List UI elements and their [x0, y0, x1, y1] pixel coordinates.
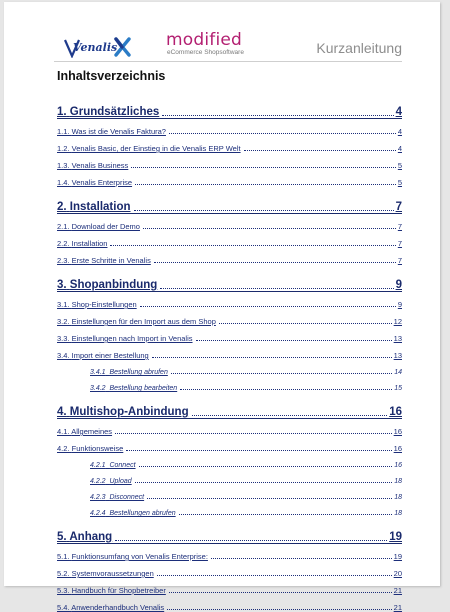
toc-entry-number: 4.2.4 [90, 510, 106, 517]
toc-section-entry[interactable] [57, 521, 402, 544]
toc-entry-title[interactable] [57, 256, 151, 265]
toc-section-label: Shopanbindung [69, 279, 158, 291]
toc-entry-title[interactable] [57, 317, 216, 326]
toc-page-number[interactable]: 12 [393, 317, 402, 326]
toc-section-label: Multishop-Anbindung [69, 406, 189, 418]
toc-entry-label: Handbuch für Shopbetreiber [71, 586, 166, 595]
toc-section-entry[interactable] [57, 96, 402, 119]
toc-entry-label: Allgemeines [71, 427, 113, 436]
toc-entry-label: Shop-Einstellungen [71, 300, 137, 309]
toc-dot-leader [160, 288, 393, 289]
toc-entry-title[interactable] [90, 510, 176, 517]
toc-dot-leader [196, 340, 392, 341]
modified-logo [166, 32, 244, 57]
toc-entry[interactable] [57, 119, 402, 136]
toc-dot-leader [179, 514, 393, 515]
toc-section-title[interactable] [57, 201, 131, 213]
toc-entry-number: 3.3. [57, 334, 70, 343]
toc-entry-label: Funktionsweise [71, 444, 124, 453]
toc-entry-label: Import einer Bestellung [71, 351, 149, 360]
toc-entry[interactable] [57, 360, 402, 376]
header-divider [54, 61, 402, 62]
toc-entry-number: 5.3. [57, 586, 70, 595]
toc-section-title[interactable] [57, 106, 159, 118]
toc-entry[interactable] [57, 485, 402, 501]
toc-section-title[interactable] [57, 279, 157, 291]
document-page [4, 2, 440, 612]
toc-page-number[interactable]: 20 [393, 569, 402, 578]
toc-page-number[interactable]: 5 [397, 178, 402, 187]
toc-entry[interactable] [57, 561, 402, 578]
toc-section-number: 1. [57, 106, 67, 118]
toc-entry-title[interactable] [57, 569, 154, 578]
toc-entry-number: 4.1. [57, 427, 70, 436]
toc-entry-number: 4.2. [57, 444, 70, 453]
toc-page-number[interactable]: 19 [393, 552, 402, 561]
toc-entry-title[interactable] [57, 427, 112, 436]
toc-entry-title[interactable] [57, 239, 107, 248]
toc-dot-leader [134, 210, 394, 211]
toc-entry-title[interactable] [90, 385, 177, 392]
toc-page-number[interactable]: 4 [395, 106, 402, 118]
toc-page-number[interactable]: 4 [397, 144, 402, 153]
toc-entry[interactable] [57, 231, 402, 248]
toc-dot-leader [167, 609, 391, 610]
toc-entry[interactable] [57, 136, 402, 153]
toc-section-number: 5. [57, 531, 67, 543]
toc-page-number[interactable]: 16 [394, 462, 402, 469]
toc-entry-number: 2.2. [57, 239, 70, 248]
toc-dot-leader [180, 389, 392, 390]
toc-dot-leader [157, 575, 392, 576]
toc-entry-number: 3.4.2 [90, 385, 106, 392]
toc-entry-number: 3.1. [57, 300, 70, 309]
venalis-x-logo [63, 36, 133, 58]
toc-entry[interactable] [57, 214, 402, 231]
toc-page-number[interactable]: 5 [397, 161, 402, 170]
toc-entry-label: Venalis Enterprise [71, 178, 133, 187]
document-type-label: Kurzanleitung [316, 40, 402, 56]
toc-dot-leader [147, 498, 392, 499]
toc-entry[interactable] [57, 153, 402, 170]
toc-dot-leader [169, 592, 392, 593]
toc-entry-title[interactable] [90, 462, 136, 469]
toc-entry[interactable] [57, 376, 402, 392]
toc-entry-number: 1.2. [57, 144, 70, 153]
toc-section-number: 3. [57, 279, 67, 291]
toc-dot-leader [140, 306, 396, 307]
toc-entry-label: Download der Demo [71, 222, 140, 231]
toc-entry[interactable] [57, 595, 402, 612]
toc-section-title[interactable] [57, 406, 189, 418]
toc-entry[interactable] [57, 326, 402, 343]
toc-entry-label: Einstellungen nach Import in Venalis [71, 334, 193, 343]
toc-page-number[interactable]: 16 [393, 427, 402, 436]
toc-page-number[interactable]: 7 [395, 201, 402, 213]
toc-entry-number: 2.3. [57, 256, 70, 265]
toc-entry-number: 1.4. [57, 178, 70, 187]
toc-entry[interactable] [57, 578, 402, 595]
venalis-wordmark: Venalis [73, 41, 118, 54]
toc-entry[interactable] [57, 436, 402, 453]
toc-dot-leader [162, 115, 393, 116]
toc-entry-number: 5.1. [57, 552, 70, 561]
toc-page-number[interactable]: 4 [397, 127, 402, 136]
toc-entry-title[interactable] [57, 161, 128, 170]
toc-dot-leader [244, 150, 396, 151]
page-header [4, 2, 440, 60]
toc-entry-label: Bestellungen abrufen [109, 510, 176, 517]
toc-entry-label: Venalis Business [71, 161, 129, 170]
toc-entry-title[interactable] [90, 494, 144, 501]
toc-dot-leader [131, 167, 396, 168]
toc-section-entry[interactable] [57, 269, 402, 292]
toc-entry-label: Connect [109, 462, 136, 469]
toc-entry-title[interactable] [57, 300, 137, 309]
toc-entry-title[interactable] [57, 444, 123, 453]
table-of-contents [57, 96, 402, 612]
toc-dot-leader [171, 373, 392, 374]
toc-page-number[interactable]: 18 [394, 494, 402, 501]
toc-page-number[interactable]: 21 [393, 603, 402, 612]
toc-entry-number: 1.3. [57, 161, 70, 170]
toc-entry[interactable] [57, 469, 402, 485]
toc-dot-leader [219, 323, 392, 324]
toc-entry-label: Installation [71, 239, 108, 248]
toc-dot-leader [211, 558, 392, 559]
toc-entry-title[interactable] [57, 222, 140, 231]
toc-dot-leader [192, 415, 388, 416]
toc-page-number[interactable]: 7 [397, 239, 402, 248]
toc-entry-number: 4.2.1 [90, 462, 106, 469]
toc-section-label: Anhang [69, 531, 113, 543]
toc-page-number[interactable]: 21 [393, 586, 402, 595]
toc-entry[interactable] [57, 170, 402, 187]
toc-entry-title[interactable] [57, 586, 166, 595]
toc-page-number[interactable]: 14 [394, 369, 402, 376]
toc-entry[interactable] [57, 309, 402, 326]
toc-entry-number: 3.2. [57, 317, 70, 326]
toc-page-number[interactable]: 16 [393, 444, 402, 453]
modified-tagline: eCommerce Shopsoftware [167, 49, 244, 56]
toc-dot-leader [152, 357, 392, 358]
toc-page-number[interactable]: 13 [393, 334, 402, 343]
toc-entry[interactable] [57, 292, 402, 309]
toc-entry-title[interactable] [57, 603, 164, 612]
toc-page-number[interactable]: 18 [394, 510, 402, 517]
toc-entry-number: 3.4.1 [90, 369, 106, 376]
toc-entry-title[interactable] [57, 127, 166, 136]
toc-entry-label: Funktionsumfang von Venalis Enterprise: [71, 552, 208, 561]
toc-dot-leader [110, 245, 395, 246]
toc-entry-label: Bestellung abrufen [109, 369, 168, 376]
toc-dot-leader [135, 482, 393, 483]
toc-entry-number: 4.2.2 [90, 478, 106, 485]
toc-dot-leader [126, 450, 391, 451]
toc-entry-number: 5.4. [57, 603, 70, 612]
toc-entry-number: 4.2.3 [90, 494, 106, 501]
toc-page-number[interactable]: 18 [394, 478, 402, 485]
toc-entry-label: Bestellung bearbeiten [109, 385, 178, 392]
toc-page-number[interactable]: 9 [395, 279, 402, 291]
toc-page-number[interactable]: 7 [397, 222, 402, 231]
toc-section-entry[interactable] [57, 396, 402, 419]
toc-entry-number: 2.1. [57, 222, 70, 231]
toc-page-number[interactable]: 16 [389, 406, 402, 418]
toc-heading: Inhaltsverzeichnis [57, 69, 166, 83]
toc-dot-leader [135, 184, 396, 185]
toc-entry-number: 1.1. [57, 127, 70, 136]
toc-entry-label: Systemvoraussetzungen [71, 569, 154, 578]
toc-entry-label: Erste Schritte in Venalis [71, 256, 151, 265]
toc-section-label: Installation [69, 201, 131, 213]
toc-section-title[interactable] [57, 531, 112, 543]
toc-dot-leader [139, 466, 393, 467]
toc-entry-title[interactable] [57, 334, 193, 343]
toc-entry-title[interactable] [90, 369, 168, 376]
toc-entry[interactable] [57, 248, 402, 265]
toc-entry[interactable] [57, 544, 402, 561]
toc-entry-number: 5.2. [57, 569, 70, 578]
toc-entry-label: Disconnect [109, 494, 145, 501]
toc-dot-leader [143, 228, 396, 229]
toc-entry-title[interactable] [57, 351, 149, 360]
toc-entry[interactable] [57, 501, 402, 517]
toc-dot-leader [115, 540, 387, 541]
toc-entry-title[interactable] [57, 144, 241, 153]
toc-entry-label: Was ist die Venalis Faktura? [71, 127, 166, 136]
toc-dot-leader [154, 262, 396, 263]
toc-entry-title[interactable] [90, 478, 132, 485]
toc-dot-leader [169, 133, 396, 134]
toc-section-entry[interactable] [57, 191, 402, 214]
toc-section-number: 4. [57, 406, 67, 418]
toc-entry-title[interactable] [57, 552, 208, 561]
toc-entry-number: 3.4. [57, 351, 70, 360]
toc-page-number[interactable]: 7 [397, 256, 402, 265]
toc-entry-label: Einstellungen für den Import aus dem Shop [71, 317, 216, 326]
toc-page-number[interactable]: 9 [397, 300, 402, 309]
toc-entry-title[interactable] [57, 178, 132, 187]
toc-entry[interactable] [57, 419, 402, 436]
toc-section-number: 2. [57, 201, 67, 213]
toc-dot-leader [115, 433, 392, 434]
toc-page-number[interactable]: 15 [394, 385, 402, 392]
toc-page-number[interactable]: 13 [393, 351, 402, 360]
toc-entry-label: Anwenderhandbuch Venalis [71, 603, 165, 612]
toc-entry[interactable] [57, 453, 402, 469]
toc-page-number[interactable]: 19 [389, 531, 402, 543]
toc-entry-label: Venalis Basic, der Einstieg in die Venalis ERP Welt [71, 144, 241, 153]
toc-section-label: Grundsätzliches [69, 106, 160, 118]
toc-entry[interactable] [57, 343, 402, 360]
toc-entry-label: Upload [109, 478, 132, 485]
modified-wordmark: modified [166, 30, 243, 50]
